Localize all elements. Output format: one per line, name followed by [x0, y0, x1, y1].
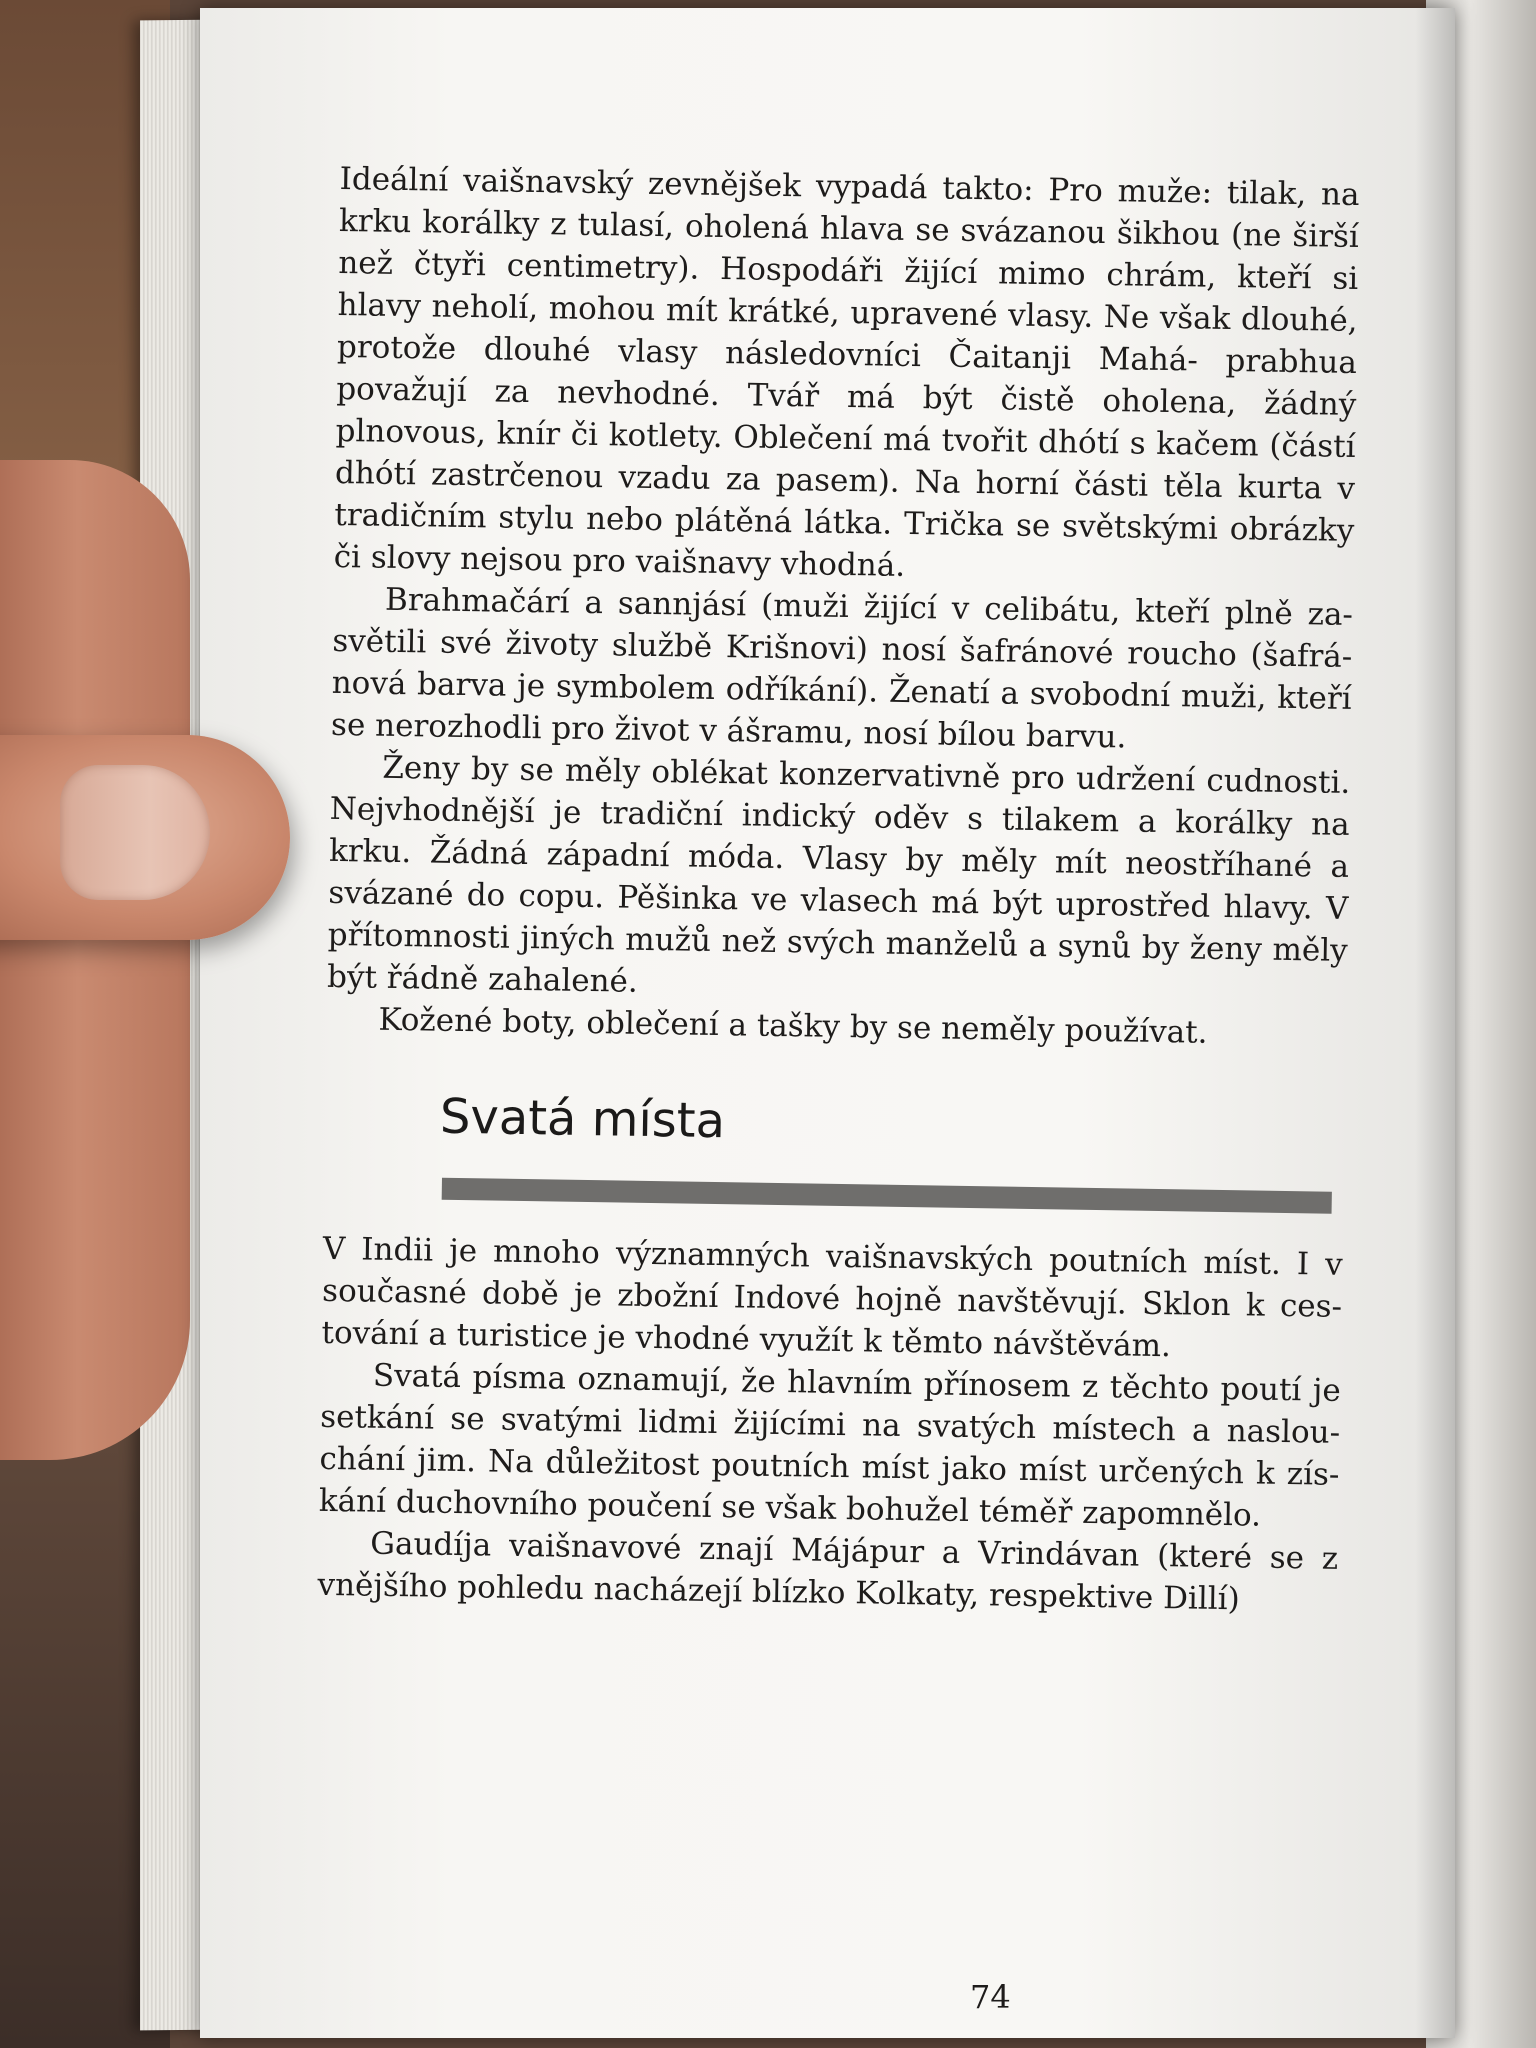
- paragraph-pilgrimage-places: V Indii je mnoho významných vaišnavských poutních míst. I v současné době je zbožní Indové hojně navštěvují. Sklon k ces- tování a turistice je vhodné využít k těmto návštěvám.: [321, 1230, 1344, 1365]
- paragraph-celibate-robes: Brahmačárí a sannjásí (muži žijící v celibátu, kteří plně za- světili své životy službě Krišnovi) nosí šafránové roucho (šafrá- nová barva je symbolem odříkání). Ženatí a svobodní muži, kteří se nerozhodli pro život v ášramu, nosí bílou barvu.: [330, 581, 1354, 756]
- hand: [0, 460, 190, 1460]
- section-heading-block: [323, 1058, 1346, 1244]
- thumbnail-nail: [60, 765, 210, 900]
- paragraph-scriptures: Svatá písma oznamují, že hlavním přínosem z těchto poutí je setkání se svatými lidmi žijícími na svatých místech a naslou- chání jim. Na důležitost poutních míst jako míst určených k zís- kání duchovního poučení se však bohužel téměř zapomnělo.: [318, 1357, 1342, 1534]
- section-heading: Svatá místa: [439, 1088, 726, 1150]
- paragraph-appearance-men: Ideální vaišnavský zevnějšek vypadá takto: Pro muže: tilak, na krku korálky z tulasí, oholená hlava se svázanou šikhou (ne širší než čtyři centimetry). Hospodáři žijící mimo chrám, kteří si hlavy neholí, mohou mít krátké, upravené vlasy. Ne však dlouhé, protože dlouhé vlasy následovníci Čaitanji Mahá- prabhua považují za nevhodné. Tvář má být čistě oholena, žádný plnovous, knír či kotlety. Oblečení má tvořit dhótí s kačem (částí dhótí zastrčenou vzadu za pasem). Na horní části těla kurta v tradičním stylu nebo plátěná látka. Trička se světskými obrázky či slovy nejsou pro vaišnavy vhodná.: [333, 160, 1360, 584]
- book-page: [200, 8, 1455, 2038]
- page-text-block: [317, 158, 1360, 1622]
- paragraph-gaudiya: Gaudíja vaišnavové znají Májápur a Vrindávan (které se z vnějšího pohledu nacházejí blízko Kolkaty, respektive Dillí): [317, 1525, 1339, 1618]
- paragraph-women-dress: Ženy by se měly oblékat konzervativně pro udržení cudnosti. Nejvhodnější je tradiční indický oděv s tilakem a korálky na krku. Žádná západní móda. Vlasy by měly mít neostříhané a svázané do copu. Pěšinka ve vlasech má být uprostřed hlavy. V přítomnosti jiných mužů než svých manželů a synů by ženy měly být řádně zahalené.: [326, 749, 1351, 1000]
- paragraph-leather-items: Kožené boty, oblečení a tašky by se neměly používat.: [378, 1001, 1208, 1051]
- page-number: 74: [970, 1978, 1011, 2016]
- thumb: [0, 735, 290, 940]
- heading-rule: [442, 1178, 1332, 1214]
- page-gutter-shadow: [1415, 8, 1455, 2038]
